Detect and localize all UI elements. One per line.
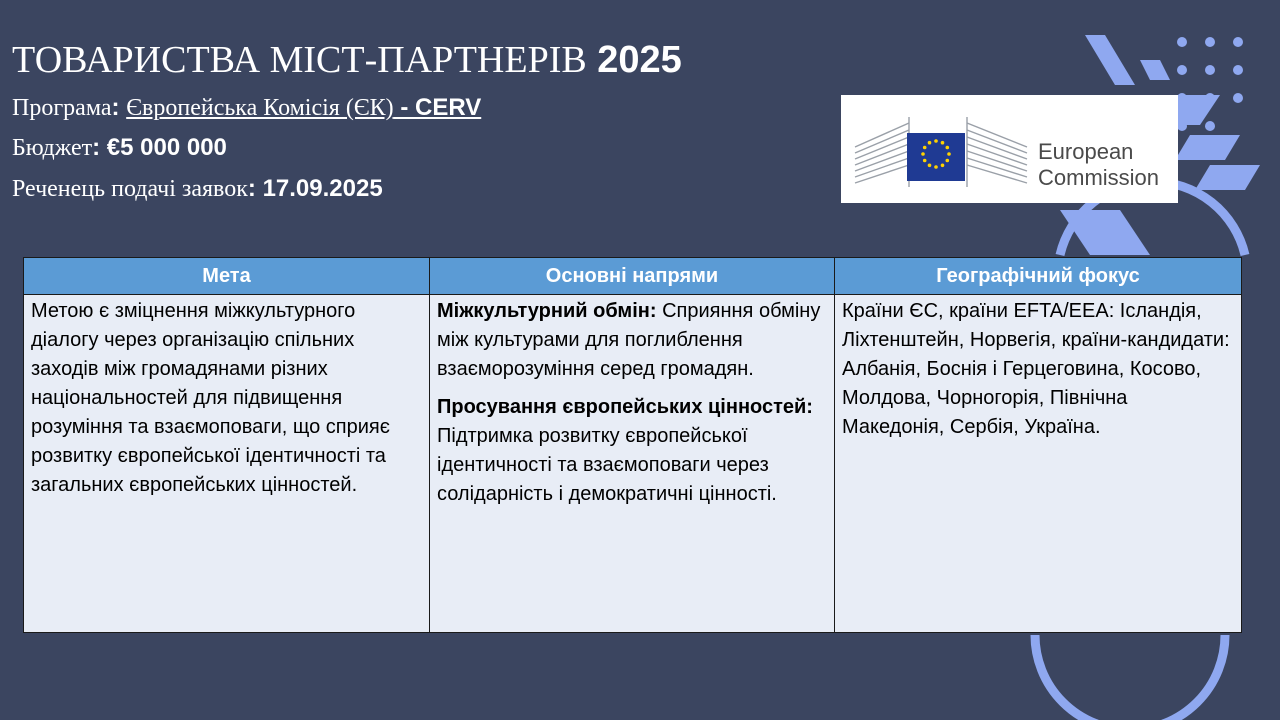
logo-text <box>1038 139 1159 191</box>
table-header-row <box>24 258 1242 295</box>
budget-line: Бюджет: €5 000 000 <box>12 134 227 161</box>
title-text: ТОВАРИСТВА МІСТ-ПАРТНЕРІВ <box>12 39 587 81</box>
deadline-value: 17.09.2025 <box>262 175 383 202</box>
header-geo: Географічний фокус <box>835 258 1242 295</box>
info-table <box>23 257 1242 633</box>
geo-cell <box>835 295 1242 633</box>
goal-cell <box>24 295 430 633</box>
direction-title: Просування європейських цінностей: <box>437 396 813 418</box>
direction-item <box>437 393 826 509</box>
european-commission-logo <box>841 95 1178 203</box>
header-directions: Основні напрями <box>430 258 835 295</box>
direction-text: Сприяння обміну між культурами для поглиблення взаєморозуміння серед громадян. <box>437 300 821 380</box>
program-line: Програма: Європейська Комісія (ЄК) - CERV <box>12 94 482 121</box>
direction-title: Міжкультурний обмін: <box>437 300 657 322</box>
page-title <box>12 38 682 82</box>
program-link[interactable] <box>126 94 481 121</box>
direction-text: Підтримка розвитку європейської ідентичності та взаємоповаги через солідарність і демократичні цінності. <box>437 425 777 505</box>
budget-label: Бюджет <box>12 135 93 161</box>
direction-item <box>437 297 826 384</box>
table-row <box>24 295 1242 633</box>
geo-text: Країни ЄС, країни EFTA/EEA: Ісландія, Ліхтенштейн, Норвегія, країни-кандидати: Албанія, Боснія і Герцеговина, Косово, Молдова, Чорногорія, Північна Македонія, Сербія, Україна. <box>842 300 1230 438</box>
header-goal: Мета <box>24 258 430 295</box>
budget-value: €5 000 000 <box>106 134 227 161</box>
title-year: 2025 <box>597 39 682 81</box>
deadline-label: Реченець подачі заявок <box>12 176 248 202</box>
program-label: Програма <box>12 95 112 121</box>
logo-line-1: European <box>1038 139 1134 164</box>
deadline-line: Реченець подачі заявок: 17.09.2025 <box>12 175 383 202</box>
program-value[interactable]: Європейська Комісія (ЄК) <box>126 95 394 121</box>
goal-text: Метою є зміцнення міжкультурного діалогу через організацію спільних заходів між громадянами різних національностей для підвищення розуміння та взаємоповаги, що сприяє розвитку європейської ідентичності та загальних європейських цінностей. <box>31 300 390 496</box>
logo-line-2: Commission <box>1038 165 1160 190</box>
program-suffix[interactable]: - CERV <box>393 94 482 121</box>
directions-cell <box>430 295 835 633</box>
commission-building-icon <box>841 95 1031 203</box>
